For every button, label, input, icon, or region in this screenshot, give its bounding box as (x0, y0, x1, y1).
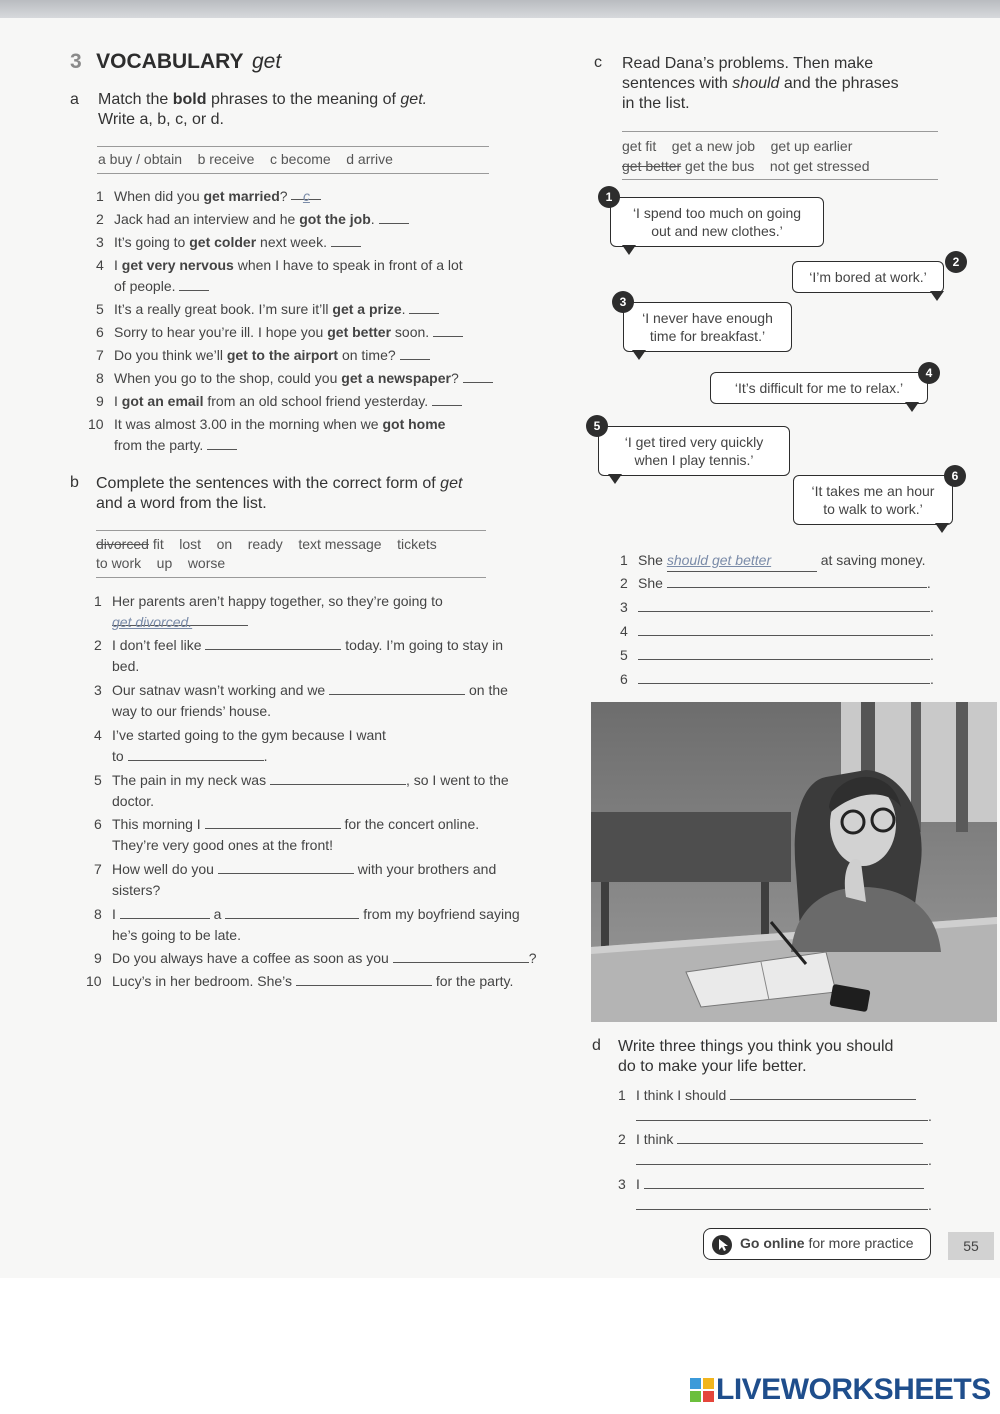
answer-blank[interactable] (677, 1130, 923, 1144)
part-a-options: a buy / obtain b receive c become d arrive (98, 151, 393, 167)
divider (622, 179, 938, 180)
answer-blank[interactable] (409, 300, 439, 314)
part-b-instruction: Complete the sentences with the correct form of get and a word from the list. (96, 475, 463, 512)
logo-grid-icon (690, 1376, 714, 1400)
divider (97, 173, 489, 174)
answer-blank[interactable] (205, 636, 341, 650)
part-c-phrase-list: get fit get a new job get up earlier get better get the bus not get stressed (622, 138, 870, 174)
answer-blank[interactable] (433, 323, 463, 337)
divider (622, 131, 938, 132)
answer-blank[interactable] (331, 233, 361, 247)
part-a-list (88, 186, 556, 456)
list-item: 1 Her parents aren’t happy together, so they’re going to get divorced. (94, 593, 443, 630)
bubble-number: 6 (944, 465, 966, 487)
answer-line: 5 . (620, 647, 934, 663)
divider (96, 530, 486, 531)
list-item: 1 When did you get married? c (96, 186, 556, 207)
section-number: 3 (70, 50, 82, 73)
answer-blank[interactable] (400, 346, 430, 360)
answer-blank[interactable] (730, 1086, 916, 1100)
bubble-number: 1 (598, 186, 620, 208)
list-item: 8 When you go to the shop, could you get a newspaper? (96, 368, 556, 389)
answer-blank[interactable] (225, 905, 359, 919)
bubble-number: 2 (945, 251, 967, 273)
photo-woman-thinking (591, 702, 997, 1022)
bubble-number: 3 (612, 291, 634, 313)
list-item: 7 Do you think we’ll get to the airport on time? (96, 345, 556, 366)
answer-line: 2 I think . (618, 1131, 932, 1168)
answer-blank[interactable] (205, 815, 341, 829)
answer-line: 3 . (620, 599, 934, 615)
list-item: 5 The pain in my neck was , so I went to the doctor. (94, 772, 509, 809)
part-a-instruction: Match the bold phrases to the meaning of get. Write a, b, c, or d. (98, 91, 428, 128)
part-c-letter: c (594, 54, 602, 71)
photo-illustration (591, 702, 997, 1022)
bubble-number: 4 (918, 362, 940, 384)
list-item: 3 It’s going to get colder next week. (96, 232, 556, 253)
speech-bubble: ‘It takes me an hour to walk to work.’ (793, 475, 953, 525)
bubble-tail (935, 523, 949, 533)
answer-blank[interactable] (120, 905, 210, 919)
speech-bubble: ‘I’m bored at work.’ (792, 261, 944, 293)
answer-blank[interactable] (296, 972, 432, 986)
section-header (70, 50, 281, 74)
go-online-button[interactable]: Go online for more practice (703, 1228, 931, 1260)
answer-line: 4 . (620, 623, 934, 639)
answer-blank[interactable] (218, 860, 354, 874)
answer-blank[interactable] (636, 1151, 928, 1165)
answer-blank[interactable] (379, 210, 409, 224)
answer-blank[interactable] (638, 670, 930, 684)
list-item: 5 It’s a really great book. I’m sure it’ll get a prize. (96, 299, 556, 320)
part-c-instruction: Read Dana’s problems. Then make sentences with should and the phrases in the list. (622, 55, 899, 112)
part-a-letter: a (70, 91, 79, 108)
answer-line: 6 . (620, 671, 934, 687)
divider (96, 577, 486, 578)
answer-blank[interactable] (270, 771, 406, 785)
list-item: 4 I’ve started going to the gym because I want to . (94, 727, 386, 764)
list-item: 2 I don’t feel like today. I’m going to stay in bed. (94, 637, 503, 674)
section-title: VOCABULARY (96, 50, 244, 73)
speech-bubble: ‘I spend too much on going out and new clothes.’ (610, 197, 824, 247)
answer-blank[interactable] (638, 622, 930, 636)
bubble-tail (632, 350, 646, 360)
answer-blank[interactable] (207, 436, 237, 450)
part-d-instruction: Write three things you think you should do to make your life better. (618, 1038, 894, 1075)
list-item: 9 I got an email from an old school friend yesterday. (96, 391, 556, 412)
speech-bubble: ‘It’s difficult for me to relax.’ (710, 372, 928, 404)
answer-line: 1 She should get better at saving money. (620, 550, 926, 572)
answer-blank[interactable] (638, 598, 930, 612)
bubble-tail (608, 474, 622, 484)
answer-blank[interactable] (329, 681, 465, 695)
part-d-letter: d (592, 1037, 601, 1054)
answer-blank[interactable] (644, 1175, 924, 1189)
list-item: 7 How well do you with your brothers and sisters? (94, 861, 497, 898)
answer-blank[interactable] (432, 392, 462, 406)
answer-blank[interactable] (128, 747, 264, 761)
list-item: 3 Our satnav wasn’t working and we on the way to our friends’ house. (94, 682, 508, 719)
part-b-letter: b (70, 474, 79, 491)
answer-blank[interactable]: should get better (667, 550, 817, 572)
cursor-icon (712, 1235, 732, 1255)
answer-blank[interactable] (179, 277, 209, 291)
scan-edge (0, 0, 1000, 18)
answer-blank[interactable] (636, 1196, 928, 1210)
list-item: 8 I a from my boyfriend saying he’s going to be late. (94, 906, 520, 943)
bubble-tail (930, 291, 944, 301)
speech-bubble: ‘I never have enough time for breakfast.’ (623, 302, 792, 352)
section-subtitle: get (251, 50, 282, 73)
answer-blank[interactable] (638, 646, 930, 660)
bubble-tail (905, 402, 919, 412)
answer-blank[interactable] (463, 369, 493, 383)
answer-blank[interactable] (393, 949, 529, 963)
bubble-number: 5 (586, 415, 608, 437)
answer-line: 1 I think I should . (618, 1087, 932, 1124)
answer-blank[interactable] (667, 574, 927, 588)
answer-line: 3 I . (618, 1176, 932, 1213)
list-item: 6 Sorry to hear you’re ill. I hope you get better soon. (96, 322, 556, 343)
list-item: 10 Lucy’s in her bedroom. She’s for the party. (86, 973, 514, 989)
answer-line: 2 She . (620, 575, 931, 591)
bubble-tail (622, 245, 636, 255)
answer-blank[interactable]: c (291, 186, 321, 200)
list-item: 2 Jack had an interview and he got the job. (96, 209, 556, 230)
answer-blank[interactable] (636, 1107, 928, 1121)
list-item: 4 I get very nervous when I have to speak in front of a lot of people. (96, 257, 463, 294)
list-item: 9 Do you always have a coffee as soon as you ? (94, 950, 537, 966)
answer-blank[interactable]: get divorced. (112, 612, 248, 626)
list-item: 6 This morning I for the concert online. They’re very good ones at the front! (94, 816, 480, 853)
speech-bubble: ‘I get tired very quickly when I play tennis.’ (598, 426, 790, 476)
liveworksheets-logo[interactable]: LIVEWORKSHEETS (690, 1373, 991, 1407)
divider (97, 146, 489, 147)
list-item: 10 It was almost 3.00 in the morning when we got home from the party. (88, 416, 446, 453)
part-b-word-list: divorced fit lost on ready text message tickets to work up worse (96, 536, 437, 571)
page-number: 55 (948, 1232, 994, 1260)
